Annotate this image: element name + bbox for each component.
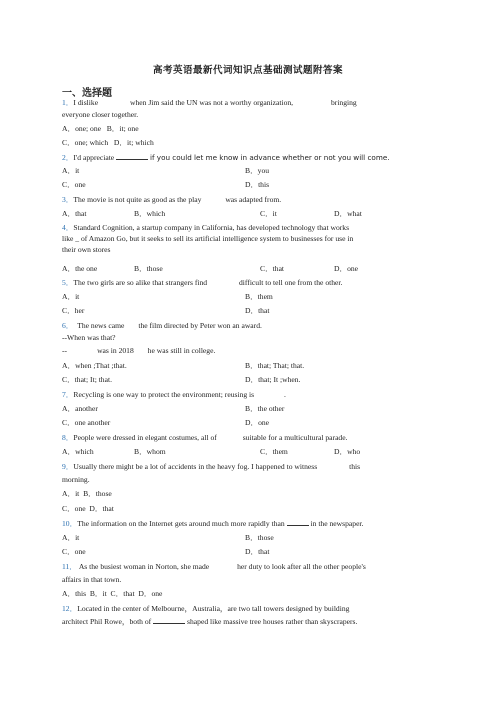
question-10: 10．The information on the Internet gets around much more rapidly than in the newspaper.	[62, 519, 364, 528]
option-b[interactable]: B．those	[83, 489, 112, 498]
option-a[interactable]: A．this	[62, 589, 87, 598]
q8-option-d[interactable]: D．who	[334, 447, 361, 456]
q6-option-d[interactable]: D．that; It ;when.	[245, 375, 301, 384]
question-8: 8．People were dressed in elegant costumes, all of suitable for a multicultural parade.	[62, 433, 348, 442]
q6-option-b[interactable]: B．that; That; that.	[245, 361, 305, 370]
option-c[interactable]: C．one	[62, 504, 86, 513]
q6-option-a[interactable]: A．when ;That ;that.	[62, 361, 127, 370]
question-11: 11． As the busiest woman in Norton, she made her duty to look after all the other people's	[62, 562, 366, 571]
question-6-line-2: --When was that?	[62, 333, 116, 342]
q5-option-b[interactable]: B．them	[245, 292, 273, 301]
q3-option-c[interactable]: C．it	[260, 209, 277, 218]
question-4-line-3: their own stores	[62, 245, 111, 254]
q8-option-b[interactable]: B．whom	[134, 447, 166, 456]
option-b[interactable]: B．it	[89, 589, 107, 598]
question-5: 5．The two girls are so alike that strangers find difficult to tell one from the other.	[62, 278, 343, 287]
answer-blank	[116, 153, 148, 160]
q7-option-a[interactable]: A．another	[62, 404, 98, 413]
q5-option-d[interactable]: D．that	[245, 306, 270, 315]
question-6: 6． The news came the film directed by Peter won an award.	[62, 321, 262, 330]
answer-blank	[153, 617, 185, 624]
option-c[interactable]: C．that	[110, 589, 135, 598]
q7-option-d[interactable]: D．one	[245, 418, 270, 427]
q3-option-a[interactable]: A．that	[62, 209, 87, 218]
q2-option-d[interactable]: D．this	[245, 180, 270, 189]
question-9-line-2: morning.	[62, 475, 90, 484]
question-11-line-2: affairs in that town.	[62, 575, 122, 584]
option-d[interactable]: D．that	[89, 504, 114, 513]
option-b[interactable]: B．it; one	[106, 124, 139, 133]
q9-options-2	[62, 504, 114, 514]
q7-option-b[interactable]: B．the other	[245, 404, 285, 413]
q5-option-c[interactable]: C．her	[62, 306, 85, 315]
option-a[interactable]: A．it	[62, 489, 80, 498]
option-c[interactable]: C．one; which	[62, 138, 109, 147]
q10-option-a[interactable]: A．it	[62, 533, 80, 542]
q10-option-d[interactable]: D．that	[245, 547, 270, 556]
q3-option-b[interactable]: B．which	[134, 209, 166, 218]
question-12: 12．Located in the center of Melbourne，Australia，are two tall towers designed by building	[62, 604, 350, 613]
question-1-cont: everyone closer together.	[62, 110, 139, 119]
q1-options	[62, 124, 139, 134]
q11-options	[62, 589, 162, 599]
q4-option-a[interactable]: A．the one	[62, 264, 98, 273]
option-d[interactable]: D．it; which	[113, 138, 154, 147]
q5-option-a[interactable]: A．it	[62, 292, 80, 301]
question-2: 2．I'd appreciate if you could let me know in advance whether or not you will come.	[62, 153, 390, 162]
question-4-line-2: like _ of Amazon Go, but it seeks to sell its artificial intelligence system to businesses for use in	[62, 234, 354, 243]
q10-option-b[interactable]: B．those	[245, 533, 274, 542]
question-1: 1．I dislike when Jim said the UN was not a worthy organization, bringing	[62, 98, 357, 107]
option-a[interactable]: A．one; one	[62, 124, 102, 133]
q6-option-c[interactable]: C．that; It; that.	[62, 375, 112, 384]
q8-option-a[interactable]: A．which	[62, 447, 94, 456]
option-d[interactable]: D．one	[138, 589, 163, 598]
question-3: 3．The movie is not quite as good as the play was adapted from.	[62, 195, 282, 204]
document-title: 高考英语最新代词知识点基础测试题附答案	[152, 65, 343, 76]
question-6-line-3: -- was in 2018 he was still in college.	[62, 346, 216, 355]
q1-options-2	[62, 138, 154, 148]
q2-option-b[interactable]: B．you	[245, 166, 270, 175]
q9-options-1	[62, 489, 112, 499]
q2-option-a[interactable]: A．it	[62, 166, 80, 175]
q4-option-d[interactable]: D．one	[334, 264, 359, 273]
q2-option-c[interactable]: C．one	[62, 180, 86, 189]
answer-blank	[287, 519, 309, 526]
q8-option-c[interactable]: C．them	[260, 447, 288, 456]
question-12-line-2: architect Phil Rowe，both of shaped like massive tree houses rather than skyscrapers.	[62, 617, 358, 626]
question-4: 4．Standard Cognition, a startup company in California, has developed technology that works	[62, 223, 350, 232]
q7-option-c[interactable]: C．one another	[62, 418, 111, 427]
question-9: 9．Usually there might be a lot of accidents in the heavy fog. I happened to witness this	[62, 462, 361, 471]
question-7: 7．Recycling is one way to protect the environment; reusing is .	[62, 390, 286, 399]
q3-option-d[interactable]: D．what	[334, 209, 362, 218]
q10-option-c[interactable]: C．one	[62, 547, 86, 556]
q4-option-b[interactable]: B．those	[134, 264, 163, 273]
q4-option-c[interactable]: C．that	[260, 264, 285, 273]
section-heading: 一、选择题	[62, 88, 112, 99]
